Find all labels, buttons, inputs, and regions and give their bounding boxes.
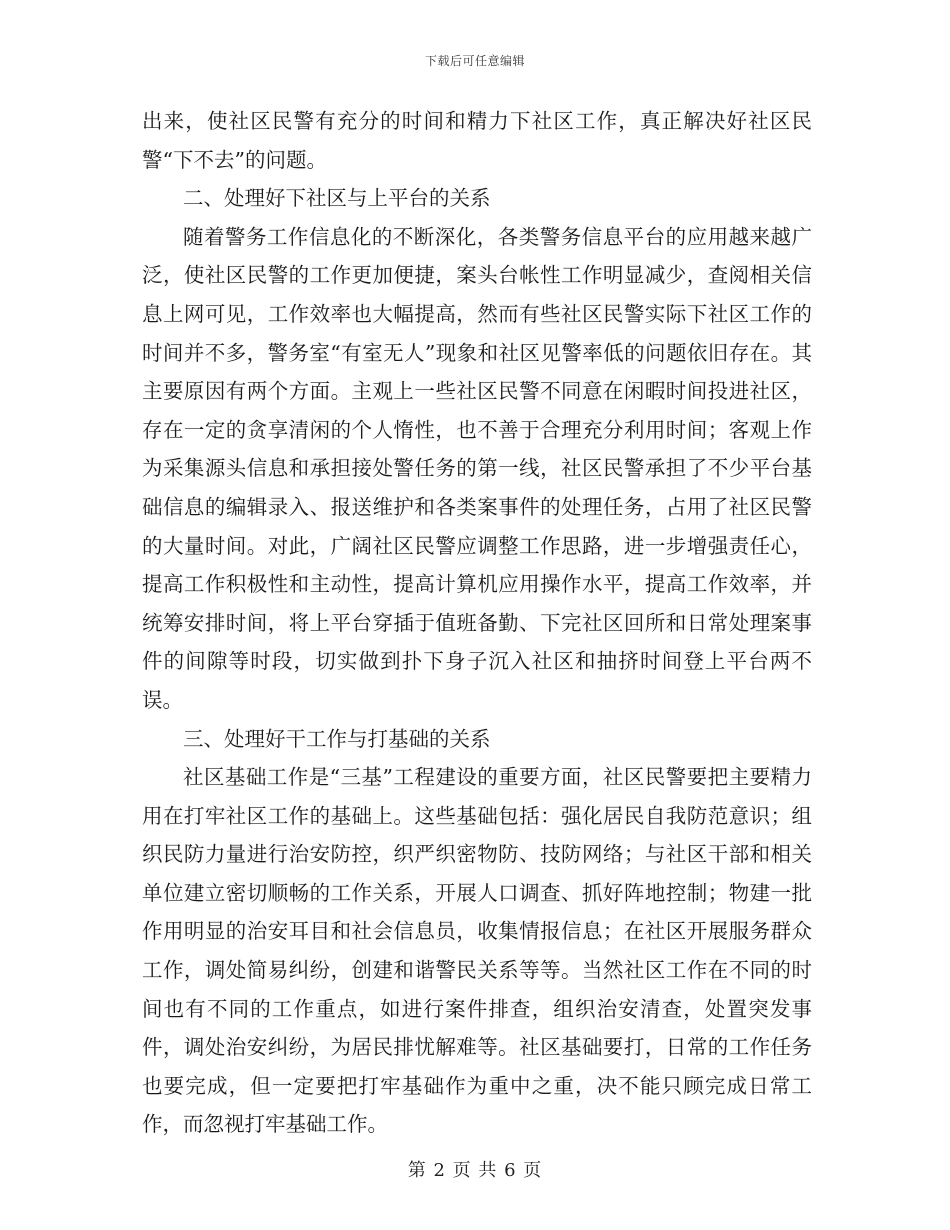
- page-header: 下载后可任意编辑: [424, 54, 525, 68]
- section-heading-3: 三、处理好干工作与打基础的关系: [183, 726, 491, 751]
- paragraph-continued: 出来，使社区民警有充分的时间和精力下社区工作，真正解决好社区民警“下不去”的问题。: [142, 109, 812, 172]
- page-footer: 第 2 页 共 6 页: [407, 1160, 543, 1181]
- section-heading-2: 二、处理好下社区与上平台的关系: [183, 186, 491, 211]
- paragraph-section-2: 随着警务工作信息化的不断深化，各类警务信息平台的应用越来越广泛，使社区民警的工作更加便捷，案头台帐性工作明显减少，查阅相关信息上网可见，工作效率也大幅提高，然而有些社区民警实际下社区工作的时间并不多，警务室“有室无人”现象和社区见警率低的问题依旧存在。其主要原因有两个方面。主观上一些社区民警不同意在闲暇时间投进社区，存在一定的贪享清闲的个人惰性，也不善于合理充分利用时间；客观上作为采集源头信息和承担接处警任务的第一线，社区民警承担了不少平台基础信息的编辑录入、报送维护和各类案事件的处理任务，占用了社区民警的大量时间。对此，广阔社区民警应调整工作思路，进一步增强责任心，提高工作积极性和主动性，提高计算机应用操作水平，提高工作效率，并统筹安排时间，将上平台穿插于值班备勤、下完社区回所和日常处理案事件的间隙等时段，切实做到扑下身子沉入社区和抽挤时间登上平台两不误。: [142, 224, 812, 712]
- document-body: [142, 102, 812, 1144]
- paragraph-section-3: 社区基础工作是“三基”工程建设的重要方面，社区民警要把主要精力用在打牢社区工作的基础上。这些基础包括：强化居民自我防范意识；组织民防力量进行治安防控，织严织密物防、技防网络；与社区干部和相关单位建立密切顺畅的工作关系，开展人口调查、抓好阵地控制；物建一批作用明显的治安耳目和社会信息员，收集情报信息；在社区开展服务群众工作，调处简易纠纷，创建和谐警民关系等等。当然社区工作在不同的时间也有不同的工作重点，如进行案件排查，组织治安清查，处置突发事件，调处治安纠纷，为居民排忧解难等。社区基础要打，日常的工作任务也要完成，但一定要把打牢基础作为重中之重，决不能只顾完成日常工作，而忽视打牢基础工作。: [142, 765, 812, 1137]
